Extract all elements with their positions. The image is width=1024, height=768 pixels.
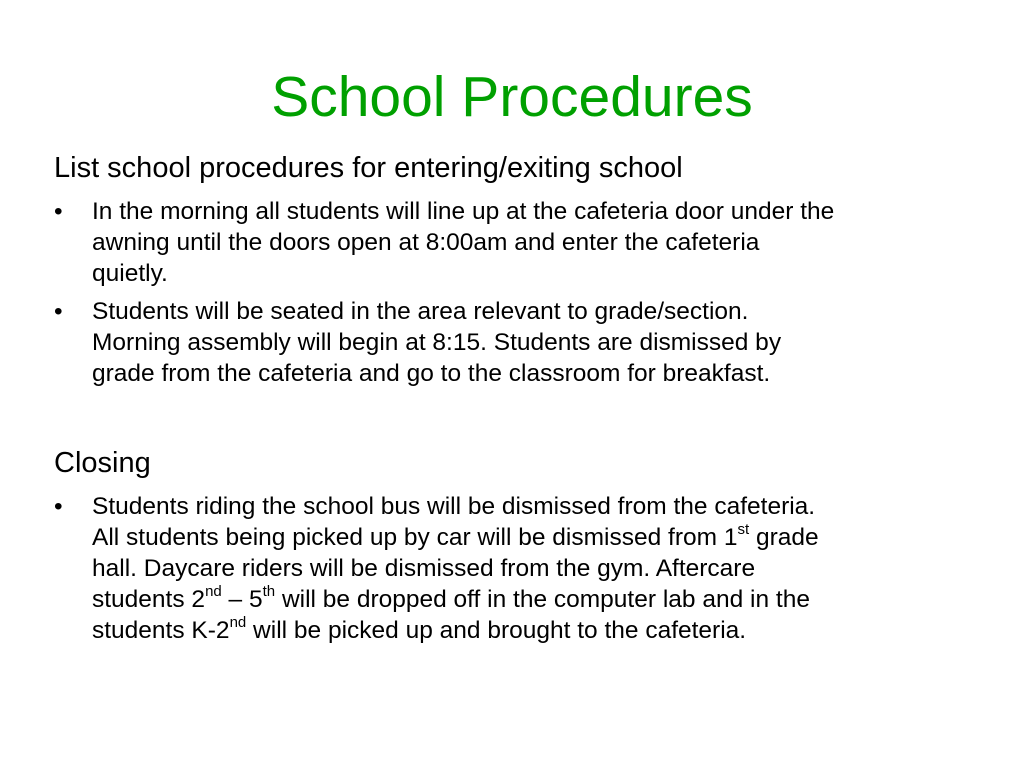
text-line	[92, 522, 984, 553]
text-line	[92, 196, 984, 227]
bullet-item	[54, 296, 984, 389]
text-line	[92, 584, 984, 615]
bullet-text	[92, 196, 984, 289]
slide-title: School Procedures	[271, 65, 753, 129]
text-segment: – 5	[221, 586, 263, 613]
bullet-text	[92, 491, 984, 646]
bullet-icon: •	[54, 493, 63, 520]
superscript: nd	[205, 583, 222, 600]
text-segment: grade	[749, 524, 819, 551]
text-line	[92, 227, 984, 258]
text-line	[92, 258, 984, 289]
text-line	[92, 327, 984, 358]
text-line	[92, 296, 984, 327]
bullet-item	[54, 196, 984, 289]
text-segment: hall. Daycare riders will be dismissed from the gym. Aftercare	[92, 555, 756, 582]
text-segment: Morning assembly will begin at 8:15. Students are dismissed by	[92, 329, 782, 356]
text-segment: quietly.	[92, 260, 168, 287]
text-segment: Students riding the school bus will be dismissed from the cafeteria.	[92, 493, 816, 520]
text-segment: In the morning all students will line up at the cafeteria door under the	[92, 198, 835, 225]
text-line	[92, 491, 984, 522]
bullet-item	[54, 491, 984, 646]
text-segment: Students will be seated in the area relevant to grade/section.	[92, 298, 749, 325]
text-segment: All students being picked up by car will be dismissed from 1	[92, 524, 738, 551]
text-segment: students K-2	[92, 617, 230, 644]
text-segment: grade from the cafeteria and go to the classroom for breakfast.	[92, 360, 771, 387]
text-line	[92, 615, 984, 646]
text-line	[92, 553, 984, 584]
bullet-icon: •	[54, 198, 63, 225]
section-heading-entering-exiting: List school procedures for entering/exiting school	[54, 152, 683, 184]
section-heading-closing: Closing	[54, 447, 151, 479]
bullet-text	[92, 296, 984, 389]
bullet-icon: •	[54, 298, 63, 325]
superscript: st	[737, 521, 750, 538]
text-segment: students 2	[92, 586, 206, 613]
text-segment: will be dropped off in the computer lab and in the	[275, 586, 810, 613]
text-line	[92, 358, 984, 389]
superscript: nd	[229, 614, 247, 631]
text-segment: will be picked up and brought to the cafeteria.	[246, 617, 747, 644]
superscript: th	[262, 583, 276, 600]
text-segment: awning until the doors open at 8:00am and enter the cafeteria	[92, 229, 760, 256]
